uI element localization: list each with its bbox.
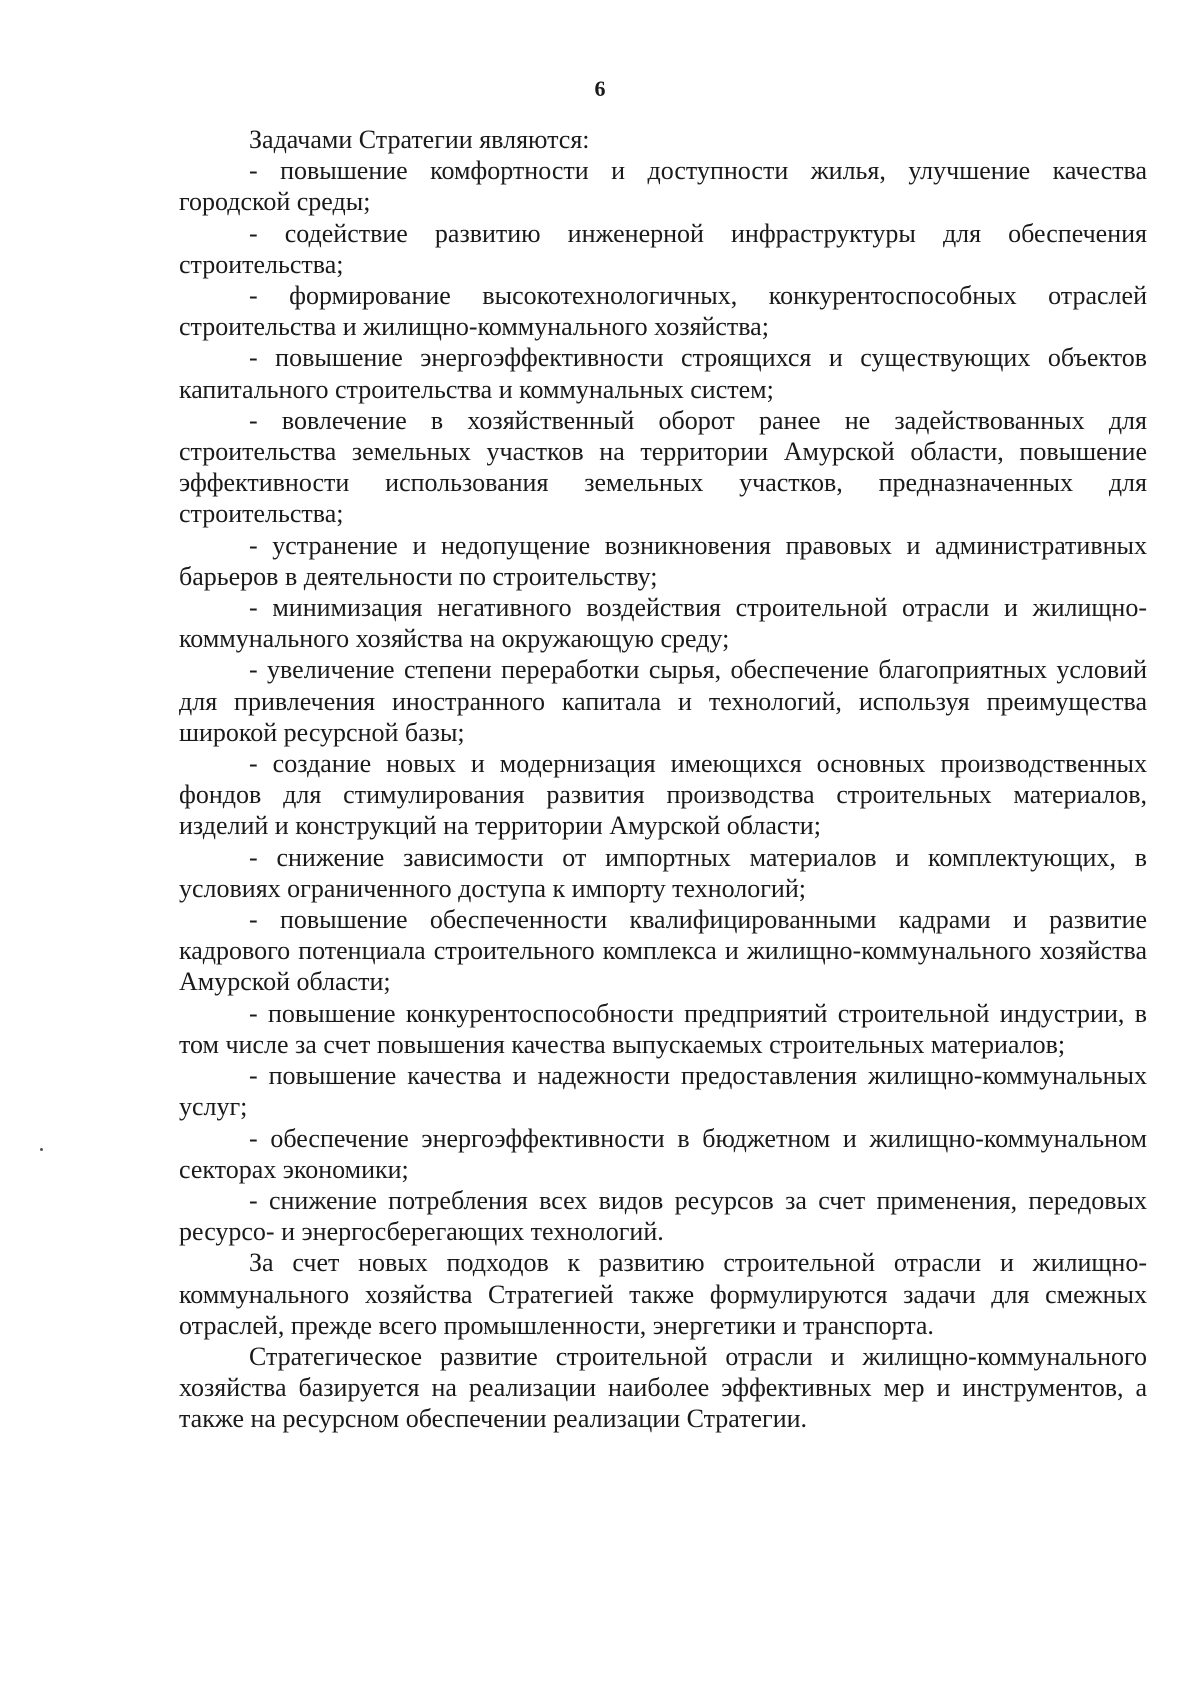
task-item: - обеспечение энергоэффективности в бюджетном и жилищно-коммунальном секторах экономики;	[179, 1123, 1147, 1184]
task-item: - повышение энергоэффективности строящихся и существующих объектов капитального строительства и коммунальных систем;	[179, 343, 1147, 404]
body-paragraph: За счет новых подходов к развитию строительной отрасли и жилищно-коммунального хозяйства Стратегией также формулируются задачи для смежных отраслей, прежде всего промышленности, энергетики и транспорта.	[179, 1248, 1147, 1340]
task-item: - повышение комфортности и доступности жилья, улучшение качества городской среды;	[179, 156, 1147, 217]
task-item: - увеличение степени переработки сырья, обеспечение благоприятных условий для привлечения иностранного капитала и технологий, используя преимущества широкой ресурсной базы;	[179, 655, 1147, 747]
task-item: - устранение и недопущение возникновения правовых и административных барьеров в деятельности по строительству;	[179, 530, 1147, 591]
intro-paragraph: Задачами Стратегии являются:	[249, 125, 590, 154]
task-item: - снижение потребления всех видов ресурсов за счет применения, передовых ресурсо- и энергосберегающих технологий.	[179, 1185, 1147, 1247]
task-item: - минимизация негативного воздействия строительной отрасли и жилищно-коммунального хозяйства на окружающую среду;	[179, 593, 1147, 654]
task-item: - содействие развитию инженерной инфраструктуры для обеспечения строительства;	[179, 218, 1147, 279]
body-paragraph: Стратегическое развитие строительной отрасли и жилищно-коммунального хозяйства базируется на реализации наиболее эффективных мер и инструментов, а также на ресурсном обеспечении реализации Стратегии.	[179, 1341, 1147, 1434]
task-item: - повышение конкурентоспособности предприятий строительной индустрии, в том числе за счет повышения качества выпускаемых строительных материалов;	[179, 998, 1147, 1059]
task-item: - создание новых и модернизация имеющихся основных производственных фондов для стимулирования развития производства строительных материалов, изделий и конструкций на территории Амурской области;	[179, 749, 1147, 841]
task-item: - вовлечение в хозяйственный оборот ранее не задействованных для строительства земельных участков на территории Амурской области, повышение эффективности использования земельных участков, предназначенных для строительства;	[179, 405, 1147, 529]
scan-speck	[40, 1148, 43, 1151]
page-number: 6	[594, 76, 606, 101]
task-item: - повышение обеспеченности квалифицированными кадрами и развитие кадрового потенциала строительного комплекса и жилищно-коммунального хозяйства Амурской области;	[179, 905, 1147, 997]
task-item: - снижение зависимости от импортных материалов и комплектующих, в условиях ограниченного доступа к импорту технологий;	[179, 842, 1147, 903]
task-item: - формирование высокотехнологичных, конкурентоспособных отраслей строительства и жилищно-коммунального хозяйства;	[179, 281, 1147, 342]
document-body	[179, 124, 1147, 1435]
task-item: - повышение качества и надежности предоставления жилищно-коммунальных услуг;	[179, 1061, 1147, 1122]
